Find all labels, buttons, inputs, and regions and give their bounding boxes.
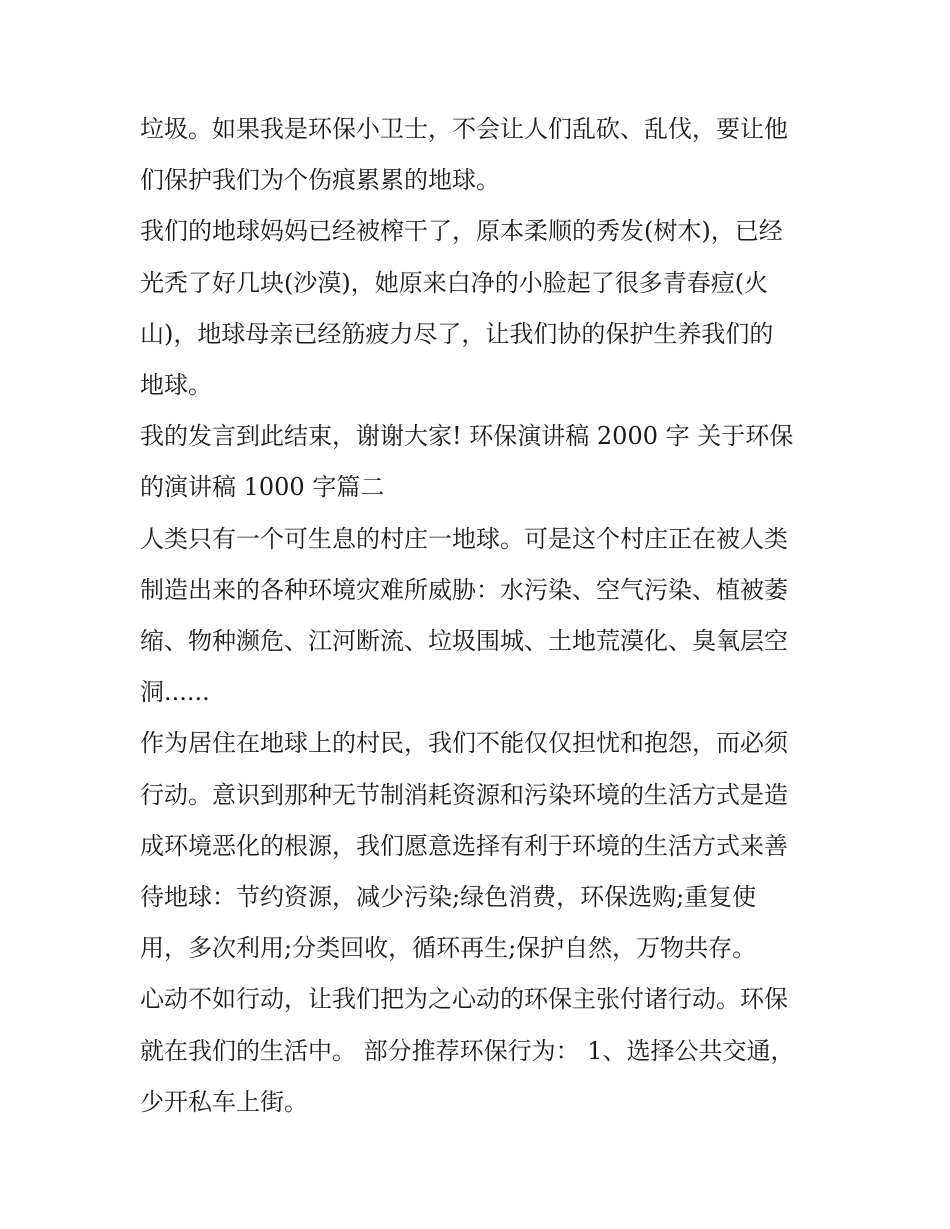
paragraph-3 xyxy=(140,411,815,513)
paragraph-1 xyxy=(140,104,815,206)
paragraph-4 xyxy=(140,514,815,719)
text-line: 的演讲稿 1000 字篇二 xyxy=(140,473,385,502)
text-line: 人类只有一个可生息的村庄一地球。可是这个村庄正在被人类 xyxy=(140,524,788,553)
text-line: 垃圾。如果我是环保小卫士，不会让人们乱砍、乱伐，要让他 xyxy=(140,115,788,143)
paragraph-5 xyxy=(140,718,815,974)
text-line: 就在我们的生活中。 部分推荐环保行为： 1、选择公共交通， xyxy=(140,1036,795,1065)
text-line: 我的发言到此结束，谢谢大家! 环保演讲稿 2000 字 关于环保 xyxy=(140,422,794,451)
text-line: 成环境恶化的根源，我们愿意选择有利于环境的生活方式来善 xyxy=(140,831,788,860)
text-line: 待地球：节约资源，减少污染;绿色消费，环保选购;重复使 xyxy=(140,883,757,912)
text-line: 们保护我们为个伤痕累累的地球。 xyxy=(140,166,500,195)
text-line: 光秃了好几块(沙漠)，她原来白净的小脸起了很多青春痘(火 xyxy=(140,268,769,297)
text-line: 作为居住在地球上的村民，我们不能仅仅担忧和抱怨，而必须 xyxy=(140,729,788,758)
text-line: 行动。意识到那种无节制消耗资源和污染环境的生活方式是造 xyxy=(140,780,788,809)
text-line: 心动不如行动，让我们把为之心动的环保主张付诸行动。环保 xyxy=(140,985,788,1014)
paragraph-2 xyxy=(140,206,815,411)
text-line: 少开私车上街。 xyxy=(140,1087,308,1116)
text-line: 用，多次利用;分类回收，循环再生;保护自然，万物共存。 xyxy=(140,934,757,963)
text-line: 制造出来的各种环境灾难所威胁：水污染、空气污染、植被萎 xyxy=(140,575,788,604)
text-line: 山)，地球母亲已经筋疲力尽了，让我们协的保护生养我们的 xyxy=(140,319,774,348)
text-line: 缩、物种濒危、江河断流、垃圾围城、土地荒漠化、臭氧层空 xyxy=(140,627,788,656)
text-line: 地球。 xyxy=(140,371,212,400)
paragraph-6 xyxy=(140,974,815,1128)
document-body xyxy=(140,104,815,1128)
text-line: 我们的地球妈妈已经被榨干了，原本柔顺的秀发(树木)，已经 xyxy=(140,217,783,246)
text-line: 洞...... xyxy=(140,678,210,707)
